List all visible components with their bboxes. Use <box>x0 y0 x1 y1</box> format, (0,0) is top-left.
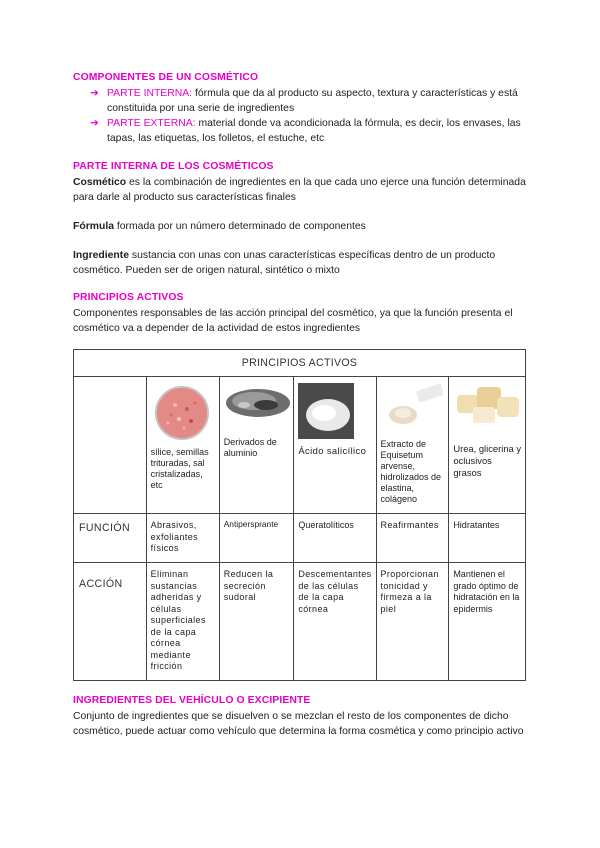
table-col-salicilico <box>294 377 376 514</box>
equisetum-extract-image <box>381 383 443 433</box>
table-col-name: sílice, semillas trituradas, sal cristalizadas, etc <box>150 447 209 490</box>
row-label-accion: ACCIÓN <box>74 563 147 681</box>
definition-term: Ingrediente <box>73 250 130 261</box>
section-title-principios: PRINCIPIOS ACTIVOS <box>73 292 184 303</box>
table-caption: PRINCIPIOS ACTIVOS <box>74 350 526 377</box>
table-col-urea <box>449 377 526 514</box>
urea-crystals-image <box>453 383 523 431</box>
funcion-cell: Reafirmantes <box>376 514 449 563</box>
table-col-name: Urea, glicerina y oclusivos grasos <box>453 443 522 478</box>
funcion-cell: Hidratantes <box>449 514 526 563</box>
principios-table <box>73 349 526 681</box>
arrow-icon: ➔ <box>90 118 99 129</box>
accion-cell: Reducen la secreción sudoral <box>219 563 294 681</box>
salt-scrub-image <box>151 383 209 441</box>
bullet-text: material donde va acondicionada la fórmula, es decir, los envases, las tapas, las etiquetas, los folletos, el estuche, etc <box>107 118 521 144</box>
aluminum-powder-image <box>224 383 292 425</box>
definition-ingrediente <box>73 248 533 278</box>
bullet-parte-interna <box>90 86 530 116</box>
table-col-name: Ácido salicílico <box>298 445 367 456</box>
table-col-aluminio <box>219 377 294 514</box>
bullet-label: PARTE EXTERNA: <box>107 118 196 129</box>
definition-text: sustancia con unas con unas características específicas dentro de un producto cosmético. Pueden ser de origen natural, sintético o mixto <box>73 250 496 276</box>
accion-cell: Descementantes de las células de la capa córnea <box>294 563 376 681</box>
bullet-text: fórmula que da al producto su aspecto, textura y características y está constituida por una serie de ingredientes <box>107 88 518 114</box>
table-col-name: Extracto de Equisetum arvense, hidrolizados de elastina, colágeno <box>380 439 442 504</box>
definition-term: Cosmético <box>73 177 127 188</box>
vehiculo-description: Conjunto de ingredientes que se disuelven o se mezclan el resto de los componentes de dicho cosmético, puede actuar como vehículo que determina la forma cosmética y como principio activo <box>73 711 524 737</box>
accion-cell: Eliminan sustancias adheridas y células superficiales de la capa córnea mediante fricción <box>146 563 219 681</box>
principios-description: Componentes responsables de las acción principal del cosmético, ya que la función presenta el cosmético va a depender de la actividad de estos ingredientes <box>73 308 513 334</box>
funcion-cell: Abrasivos, exfoliantes físicos <box>146 514 219 563</box>
section-title-parte-interna: PARTE INTERNA DE LOS COSMÉTICOS <box>73 161 274 172</box>
table-col-name: Derivados de aluminio <box>223 437 277 458</box>
bullet-label: PARTE INTERNA: <box>107 88 193 99</box>
accion-cell: Mantienen el grado óptimo de hidratación en la epidermis <box>449 563 526 681</box>
funcion-cell: Queratolíticos <box>294 514 376 563</box>
definition-text: formada por un número determinado de componentes <box>114 221 366 232</box>
definition-term: Fórmula <box>73 221 114 232</box>
arrow-icon: ➔ <box>90 88 99 99</box>
table-col-silice <box>146 377 219 514</box>
salicylic-acid-image <box>298 383 354 439</box>
definition-text: es la combinación de ingredientes en la que cada uno ejerce una función determinada para darle al producto sus características finales <box>73 177 526 203</box>
table-empty-cell <box>74 377 147 514</box>
section-title-vehiculo: INGREDIENTES DEL VEHÍCULO O EXCIPIENTE <box>73 695 311 706</box>
table-col-equisetum <box>376 377 449 514</box>
bullet-parte-externa <box>90 116 530 146</box>
funcion-cell: Antipersprante <box>219 514 294 563</box>
row-label-funcion: FUNCIÓN <box>74 514 147 563</box>
accion-cell: Proporcionan tonicidad y firmeza a la piel <box>376 563 449 681</box>
definition-cosmetico <box>73 175 533 205</box>
section-title-componentes: COMPONENTES DE UN COSMÉTICO <box>73 72 259 83</box>
definition-formula <box>73 219 533 234</box>
